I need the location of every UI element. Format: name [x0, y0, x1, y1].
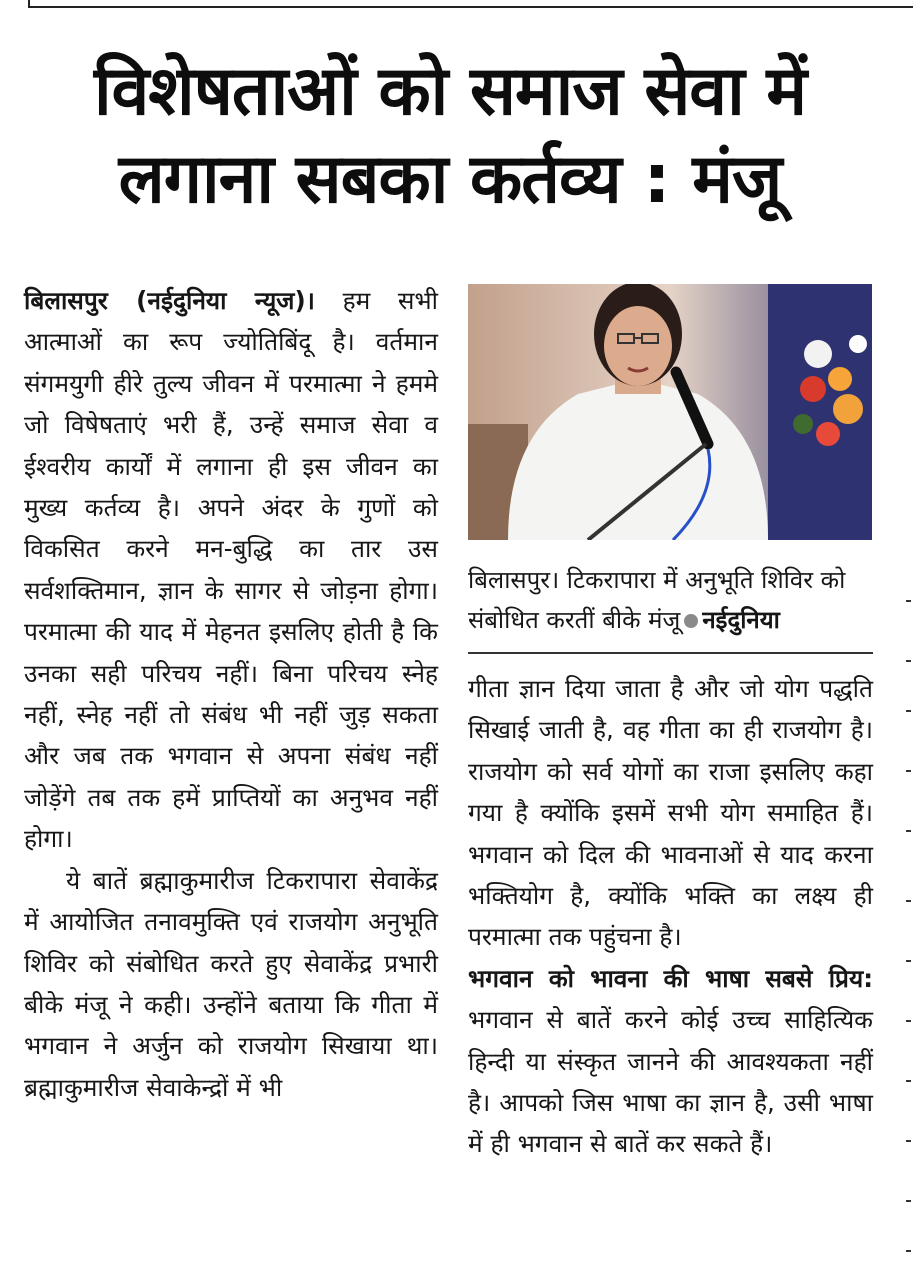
- right-para-2-text: भगवान से बातें करने कोई उच्च साहित्यिक हिन्दी या संस्कृत जानने की आवश्यकता नहीं है। आपको जिस भाषा का ज्ञान है, उसी भाषा में ही भगवान से बातें कर सकते हैं।: [468, 1005, 873, 1159]
- left-column: [24, 280, 438, 1108]
- caption-text: बिलासपुर। टिकरापारा में अनुभूति शिविर को संबोधित करतीं बीके मंजू: [468, 566, 846, 634]
- headline-line-2: लगाना सबका कर्तव्य : मंजू: [118, 140, 782, 219]
- speaker-with-microphone-photo-icon: [468, 284, 872, 540]
- subheading: भगवान को भावना की भाषा सबसे प्रिय:: [468, 963, 873, 993]
- left-para-2: ये बातें ब्रह्माकुमारीज टिकरापारा सेवाकेंद्र में आयोजित तनावमुक्ति एवं राजयोग अनुभूति शिविर को संबोधित करते हुए सेवाकेंद्र प्रभारी बीके मंजू ने कही। उन्होंने बताया कि गीता में भगवान ने अर्जुन को राजयोग सिखाया था। ब्रह्माकुमारीज सेवाकेन्द्रों में भी: [24, 865, 438, 1102]
- caption-credit: नईदुनिया: [702, 606, 780, 634]
- left-para-1: [24, 280, 438, 860]
- adjacent-column-edge: [903, 600, 913, 1280]
- right-para-2: [468, 958, 873, 1165]
- right-column: [468, 668, 873, 1165]
- right-para-1: गीता ज्ञान दिया जाता है और जो योग पद्धति सिखाई जाती है, वह गीता का ही राजयोग है। राजयोग को सर्व योगों का राजा इसलिए कहा गया है क्योंकि इसमें सभी योग समाहित हैं। भगवान को दिल की भावनाओं से याद करना भक्तियोग है, क्योंकि भक्ति का लक्ष्य ही परमात्मा तक पहुंचना है।: [468, 674, 873, 952]
- left-para-1-text: हम सभी आत्माओं का रूप ज्योतिबिंदू है। वर्तमान संगमयुगी हीरे तुल्य जीवन में परमात्मा ने हममे जो विषेषताएं भरी हैं, उन्हें समाज सेवा व ईश्वरीय कार्यों में लगाना ही इस जीवन का मुख्य कर्तव्य है। अपने अंदर के गुणों को विकसित करने मन-बुद्धि का तार उस सर्वशक्तिमान, ज्ञान के सागर से जोड़ना होगा। परमात्मा की याद में मेहनत इसलिए होती है कि उनका सही परिचय नहीं। बिना परिचय स्नेह नहीं, स्नेह नहीं तो संबंध भी नहीं जुड़ सकता और जब तक भगवान से अपना संबंध नहीं जोड़ेंगे तब तक हमें प्राप्तियों का अनुभव नहीं होगा।: [24, 286, 438, 854]
- bullet-icon: [684, 614, 698, 628]
- caption-divider: [468, 652, 873, 654]
- article-headline: [0, 48, 900, 224]
- article-photo: [468, 284, 872, 540]
- page-frame-rule: [28, 0, 913, 8]
- photo-caption: [468, 560, 873, 640]
- headline-line-1: विशेषताओं को समाज सेवा में: [93, 52, 807, 131]
- dateline: बिलासपुर (नईदुनिया न्यूज)।: [24, 286, 315, 315]
